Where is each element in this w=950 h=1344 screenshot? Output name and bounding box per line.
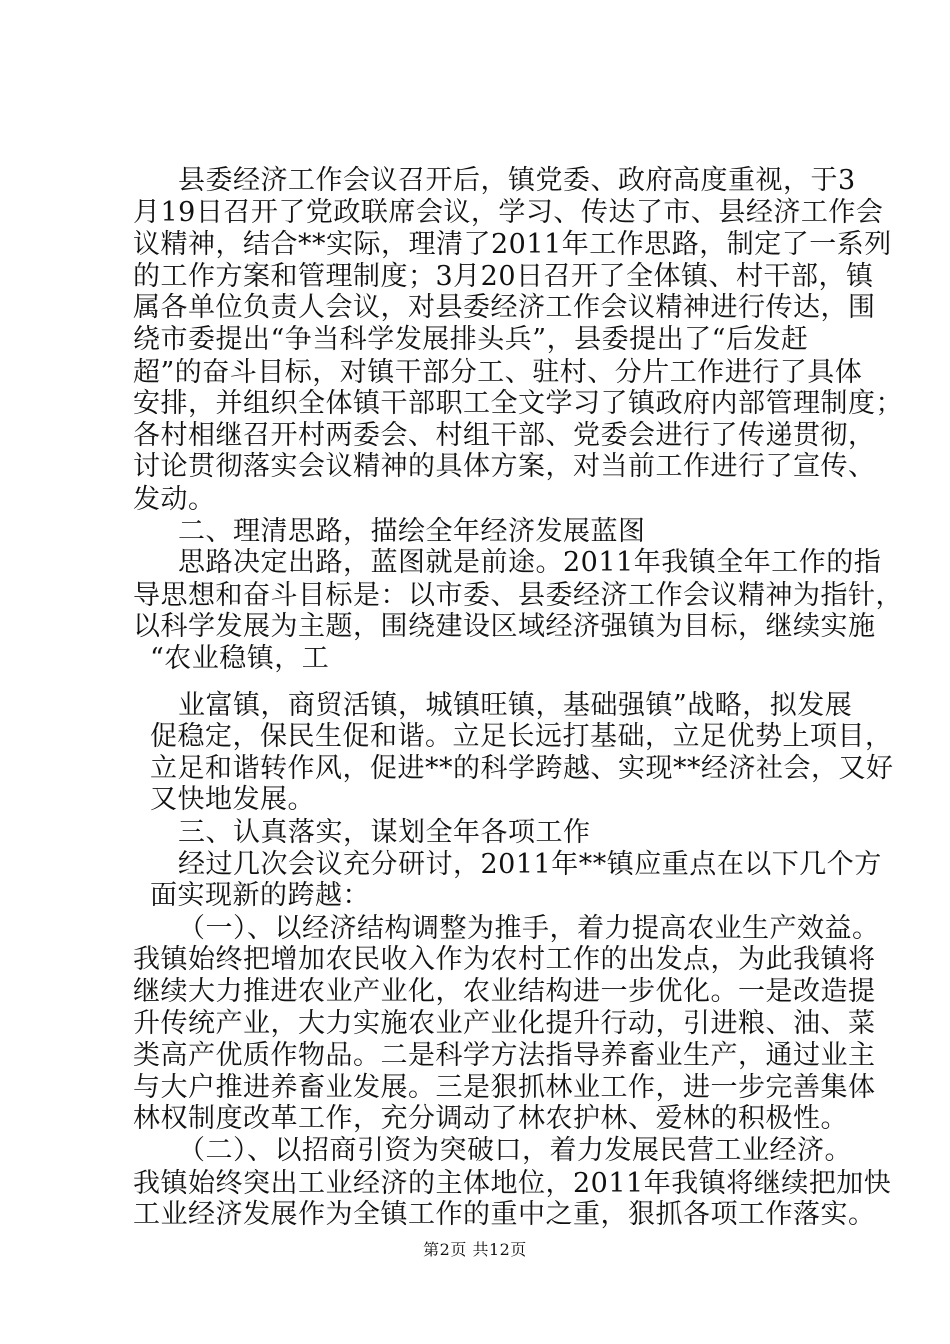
text-line: 发动。 bbox=[133, 484, 216, 515]
page-number: 第2页 共12页 bbox=[423, 1240, 527, 1259]
text-line: 的工作方案和管理制度；3月20日召开了全体镇、村干部，镇 bbox=[133, 261, 874, 292]
text-line: 讨论贯彻落实会议精神的具体方案，对当前工作进行了宣传、 bbox=[133, 451, 876, 482]
text-line: 升传统产业，大力实施农业产业化提升行动，引进粮、油、菜 bbox=[133, 1008, 876, 1039]
text-line: 经过几次会议充分研讨，2011年**镇应重点在以下几个方 bbox=[178, 849, 882, 880]
text-line: 月19日召开了党政联席会议，学习、传达了市、县经济工作会 bbox=[133, 197, 884, 228]
text-line: 以科学发展为主题，围绕建设区域经济强镇为目标，继续实施 bbox=[133, 611, 876, 642]
text-line: 我镇始终突出工业经济的主体地位，2011年我镇将继续把加快 bbox=[133, 1168, 892, 1199]
text-line: 思路决定出路，蓝图就是前途。2011年我镇全年工作的指 bbox=[178, 547, 882, 578]
text-line: 属各单位负责人会议，对县委经济工作会议精神进行传达，围 bbox=[133, 292, 876, 323]
text-line: “农业稳镇，工 bbox=[150, 643, 330, 674]
text-line: 安排，并组织全体镇干部职工全文学习了镇政府内部管理制度； bbox=[133, 388, 903, 419]
text-line: 绕市委提出“争当科学发展排头兵”，县委提出了“后发赶 bbox=[133, 324, 809, 355]
section-heading: 三、认真落实，谋划全年各项工作 bbox=[178, 817, 591, 848]
text-line: 议精神，结合**实际，理清了2011年工作思路，制定了一系列 bbox=[133, 229, 892, 260]
subsection-heading: （二）、以招商引资为突破口，着力发展民营工业经济。 bbox=[178, 1135, 852, 1166]
subsection-heading: （一）、以经济结构调整为推手，着力提高农业生产效益。 bbox=[178, 913, 880, 944]
text-line: 林权制度改革工作，充分调动了林农护林、爱林的积极性。 bbox=[133, 1103, 848, 1134]
text-line: 业富镇，商贸活镇，城镇旺镇，基础强镇”战略，拟发展 bbox=[178, 690, 853, 721]
text-line: 立足和谐转作风，促进**的科学跨越、实现**经济社会，又好 bbox=[150, 753, 894, 784]
text-line: 又快地发展。 bbox=[150, 784, 315, 815]
text-line: 继续大力推进农业产业化，农业结构进一步优化。一是改造提 bbox=[133, 976, 876, 1007]
text-line: 县委经济工作会议召开后，镇党委、政府高度重视，于3 bbox=[178, 165, 856, 196]
text-line: 我镇始终把增加农民收入作为农村工作的出发点，为此我镇将 bbox=[133, 944, 876, 975]
text-line: 超”的奋斗目标，对镇干部分工、驻村、分片工作进行了具体 bbox=[133, 357, 863, 388]
text-line: 导思想和奋斗目标是：以市委、县委经济工作会议精神为指针， bbox=[133, 580, 903, 611]
text-line: 面实现新的跨越： bbox=[150, 880, 370, 911]
text-line: 促稳定，保民生促和谐。立足长远打基础，立足优势上项目， bbox=[150, 721, 893, 752]
text-line: 工业经济发展作为全镇工作的重中之重，狠抓各项工作落实。 bbox=[133, 1199, 876, 1230]
text-line: 与大户推进养畜业发展。三是狠抓林业工作，进一步完善集体 bbox=[133, 1072, 876, 1103]
section-heading: 二、理清思路，描绘全年经济发展蓝图 bbox=[178, 516, 646, 547]
text-line: 各村相继召开村两委会、村组干部、党委会进行了传递贯彻， bbox=[133, 420, 876, 451]
text-line: 类高产优质作物品。二是科学方法指导养畜业生产，通过业主 bbox=[133, 1040, 876, 1071]
